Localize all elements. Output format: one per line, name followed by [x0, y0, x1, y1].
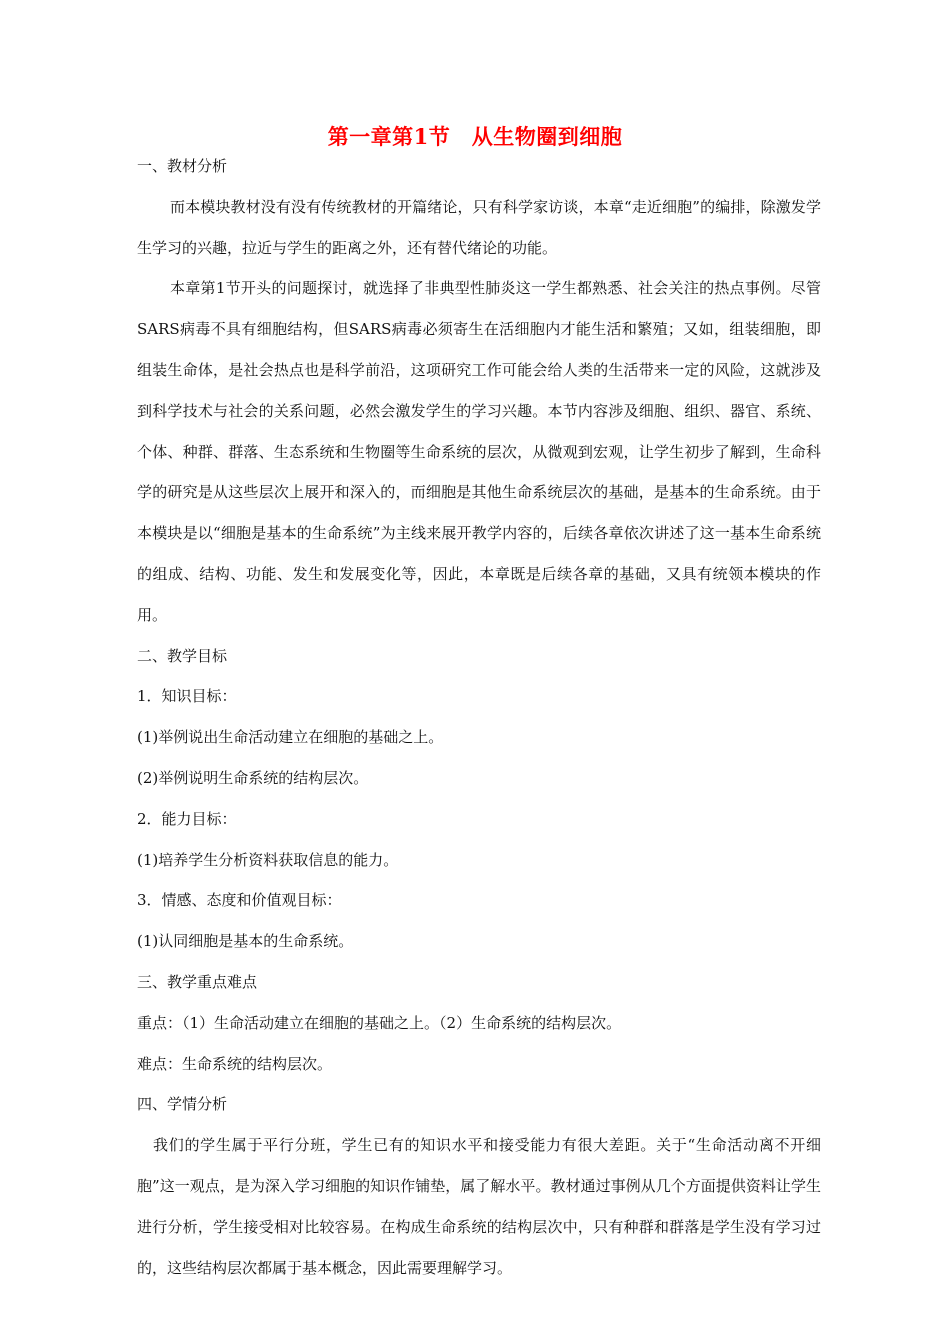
subheading-knowledge-goals: 1．知识目标：	[137, 687, 237, 706]
section-heading-teaching-goals: 二、教学目标	[137, 646, 228, 665]
key-points-text: 重点：（1）生命活动建立在细胞的基础之上。（2）生命系统的结构层次。	[137, 1013, 622, 1032]
document-body	[137, 146, 821, 1288]
list-item-knowledge-1: (1)举例说出生命活动建立在细胞的基础之上。	[137, 728, 444, 747]
section-heading-textbook-analysis: 一、教材分析	[137, 157, 228, 175]
list-item-knowledge-2: (2)举例说明生命系统的结构层次。	[137, 768, 369, 787]
list-item-emotion-1: (1)认同细胞是基本的生命系统。	[137, 932, 354, 951]
paragraph-section-content: 本章第1节开头的问题探讨，就选择了非典型性肺炎这一学生都熟悉、社会关注的热点事例。尽管SARS病毒不具有细胞结构，但SARS病毒必须寄生在活细胞内才能生活和繁殖；又如，组装细胞，即组装生命体，是社会热点也是科学前沿，这项研究工作可能会给人类的生活带来一定的风险，这就涉及到科学技术与社会的关系问题，必然会激发学生的学习兴趣。本节内容涉及细胞、组织、器官、系统、个体、种群、群落、生态系统和生物圈等生命系统的层次，从微观到宏观，让学生初步了解到，生命科学的研究是从这些层次上展开和深入的，而细胞是其他生命系统层次的基础，是基本的生命系统。由于本模块是以“细胞是基本的生命系统”为主线来展开教学内容的，后续各章依次讲述了这一基本生命系统的组成、结构、功能、发生和发展变化等，因此，本章既是后续各章的基础，又具有统领本模块的作用。	[137, 279, 821, 624]
paragraph-learner-analysis: 我们的学生属于平行分班，学生已有的知识水平和接受能力有很大差距。关于“生命活动离不开细胞”这一观点，是为深入学习细胞的知识作铺垫，属了解水平。教材通过事例从几个方面提供资料让学生进行分析，学生接受相对比较容易。在构成生命系统的结构层次中，只有种群和群落是学生没有学习过的，这些结构层次都属于基本概念，因此需要理解学习。	[137, 1136, 821, 1277]
section-heading-learner-analysis: 四、学情分析	[137, 1095, 228, 1114]
list-item-ability-1: (1)培养学生分析资料获取信息的能力。	[137, 850, 399, 869]
subheading-emotion-goals: 3．情感、态度和价值观目标：	[137, 891, 342, 910]
paragraph-textbook-intro: 而本模块教材没有没有传统教材的开篇绪论，只有科学家访谈，本章“走近细胞”的编排，除激发学生学习的兴趣，拉近与学生的距离之外，还有替代绪论的功能。	[137, 197, 821, 257]
section-heading-key-difficult-points: 三、教学重点难点	[137, 972, 258, 991]
subheading-ability-goals: 2．能力目标：	[137, 809, 237, 828]
difficult-points-text: 难点：生命系统的结构层次。	[137, 1054, 333, 1073]
page-title: 第一章第1节 从生物圈到细胞	[327, 124, 623, 149]
